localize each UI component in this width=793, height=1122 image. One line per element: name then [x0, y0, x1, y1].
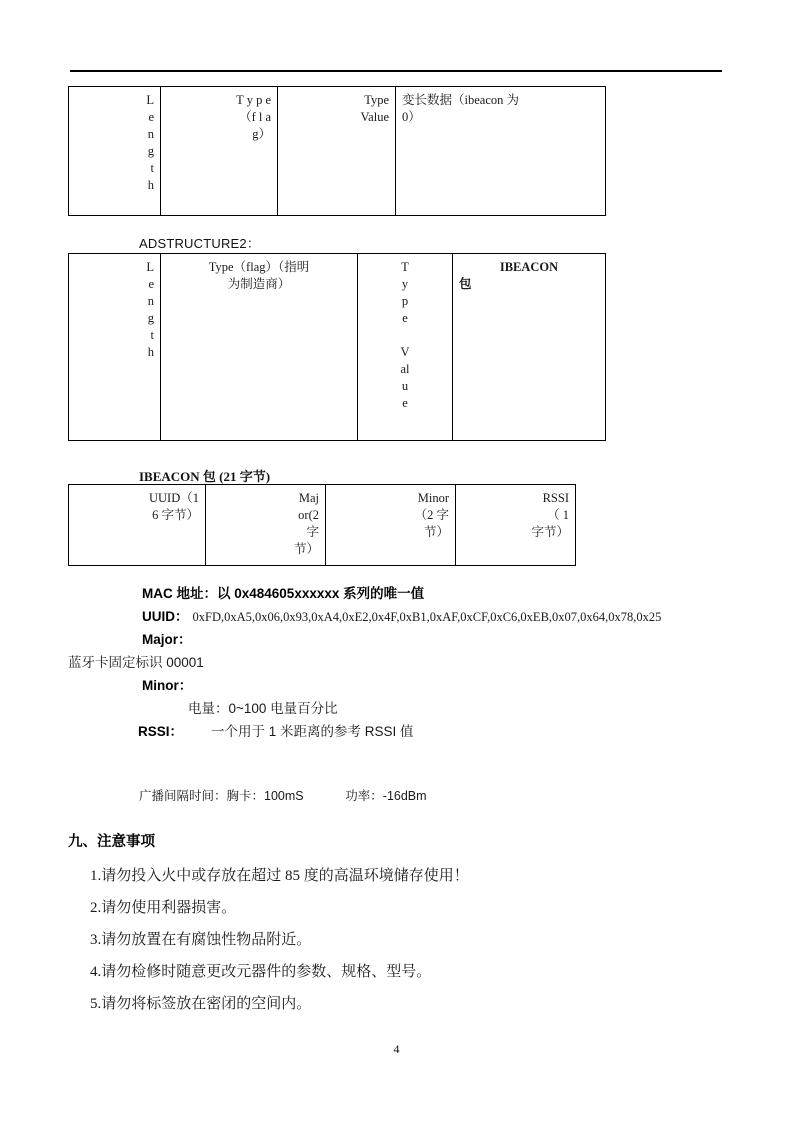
cell-line: g: [147, 311, 154, 325]
cell-line: 包: [459, 277, 472, 291]
cell-line: e: [402, 311, 408, 325]
list-item: 2.请勿使用利器损害。: [90, 900, 237, 916]
cell-line: 变长数据（ibeacon 为: [402, 93, 519, 107]
cell-line: y: [401, 277, 409, 291]
table-adstructure1: [68, 86, 606, 216]
major-value: 蓝牙卡固定标识 00001: [68, 655, 204, 670]
cell-line: 为制造商）: [227, 277, 291, 291]
table-ibeacon-packet: [68, 484, 576, 566]
cell-line: RSSI: [542, 491, 569, 505]
rssi-value: 一个用于 1 米距离的参考 RSSI 值: [211, 724, 414, 739]
param-row-minor-value: [68, 697, 748, 720]
cell-line: or(2: [298, 508, 319, 522]
cell-line: Maj: [298, 491, 319, 505]
list-item: 5.请勿将标签放在密闭的空间内。: [90, 996, 312, 1012]
cell-line: L: [146, 93, 154, 107]
cell-line: L: [146, 260, 154, 274]
cell-line: t: [150, 161, 154, 175]
cell-line: IBEACON: [499, 260, 559, 274]
cell-minor: [326, 485, 456, 566]
cell-line: t: [150, 328, 154, 342]
uuid-label: UUID：: [142, 609, 189, 624]
cell-ibeacon-packet: [453, 254, 606, 441]
cell-line: （2 字: [414, 508, 449, 522]
cell-line: h: [147, 178, 154, 192]
cell-line: （f l a: [239, 110, 271, 124]
param-row-major-value: [68, 651, 748, 674]
mac-value: 以 0x484605xxxxxx 系列的唯一值: [217, 586, 425, 601]
cell-line: T: [401, 260, 409, 274]
param-row-minor: [68, 674, 748, 697]
cell-lines: [167, 259, 351, 293]
table-adstructure2: [68, 253, 606, 441]
list-item: 1.请勿投入火中或存放在超过 85 度的高温环境储存使用！: [90, 868, 469, 884]
cell-line: Type（flag）（指明: [208, 260, 310, 274]
table-row: [69, 254, 606, 441]
cell-line: T y p e: [236, 93, 271, 107]
cell-line: al: [400, 362, 410, 376]
cell-lines: [459, 259, 599, 293]
cell-major: [206, 485, 326, 566]
table-row: [69, 87, 606, 216]
table-row: [69, 485, 576, 566]
cell-line: n: [147, 127, 154, 141]
param-row-uuid: [68, 605, 748, 628]
cell-line: 节）: [293, 542, 319, 556]
list-item: 4.请勿检修时随意更改元器件的参数、规格、型号。: [90, 964, 432, 980]
cell-uuid: [69, 485, 206, 566]
list-item: 3.请勿放置在有腐蚀性物品附近。: [90, 932, 312, 948]
cell-lines: [402, 92, 599, 126]
mac-label: MAC 地址：: [142, 586, 217, 601]
cell-line: g: [147, 144, 154, 158]
cell-line: e: [402, 396, 408, 410]
cell-variable-data: [396, 87, 606, 216]
cell-type-flag: [161, 87, 278, 216]
header-rule: [70, 70, 722, 72]
cell-length: [69, 254, 161, 441]
cell-line: UUID（1: [149, 491, 199, 505]
major-label: Major：: [142, 632, 192, 647]
cell-line: Minor: [417, 491, 449, 505]
minor-value: 电量：0~100 电量百分比: [188, 701, 338, 716]
cell-line: p: [401, 294, 409, 308]
cell-line-blank: [364, 327, 446, 344]
cell-rssi: [456, 485, 576, 566]
label-adstructure2: ADSTRUCTURE2：: [139, 236, 261, 251]
cell-line: 6 字节）: [152, 508, 199, 522]
broadcast-interval-note: 广播间隔时间：胸卡：100mS 功率：-16dBm: [139, 789, 427, 803]
cell-type-value: [278, 87, 396, 216]
cell-line: e: [148, 110, 154, 124]
cell-line: （ 1: [547, 508, 569, 522]
cell-length: [69, 87, 161, 216]
param-row-major: [68, 628, 748, 651]
param-row-mac: [68, 582, 748, 605]
cell-line: 节）: [423, 525, 449, 539]
page-number: 4: [393, 1042, 400, 1056]
label-ibeacon-packet: IBEACON 包 (21 字节): [139, 469, 271, 484]
cell-line: Value: [360, 110, 389, 124]
cell-type-value: [358, 254, 453, 441]
cell-line: 字节）: [531, 525, 569, 539]
cell-line: h: [147, 345, 154, 359]
cell-line: 字: [306, 525, 319, 539]
cell-line: Type: [364, 93, 389, 107]
parameter-list: [68, 582, 748, 743]
cell-line: V: [400, 345, 410, 359]
cell-line: e: [148, 277, 154, 291]
precaution-note-list: [90, 860, 730, 1020]
minor-label: Minor：: [142, 678, 193, 693]
cell-type-flag-manufacturer: [161, 254, 358, 441]
rssi-label: RSSI：: [138, 724, 184, 739]
cell-line: n: [147, 294, 154, 308]
section-heading-precautions: 九、注意事项: [68, 834, 155, 850]
uuid-value: 0xFD,0xA5,0x06,0x93,0xA4,0xE2,0x4F,0xB1,0xAF,0xCF,0xC6,0xEB,0x07,0x64,0x78,0x25: [192, 610, 662, 624]
param-row-rssi: [68, 720, 748, 743]
cell-line: u: [401, 379, 409, 393]
cell-line: g）: [252, 127, 271, 141]
cell-line: 0）: [402, 110, 421, 124]
